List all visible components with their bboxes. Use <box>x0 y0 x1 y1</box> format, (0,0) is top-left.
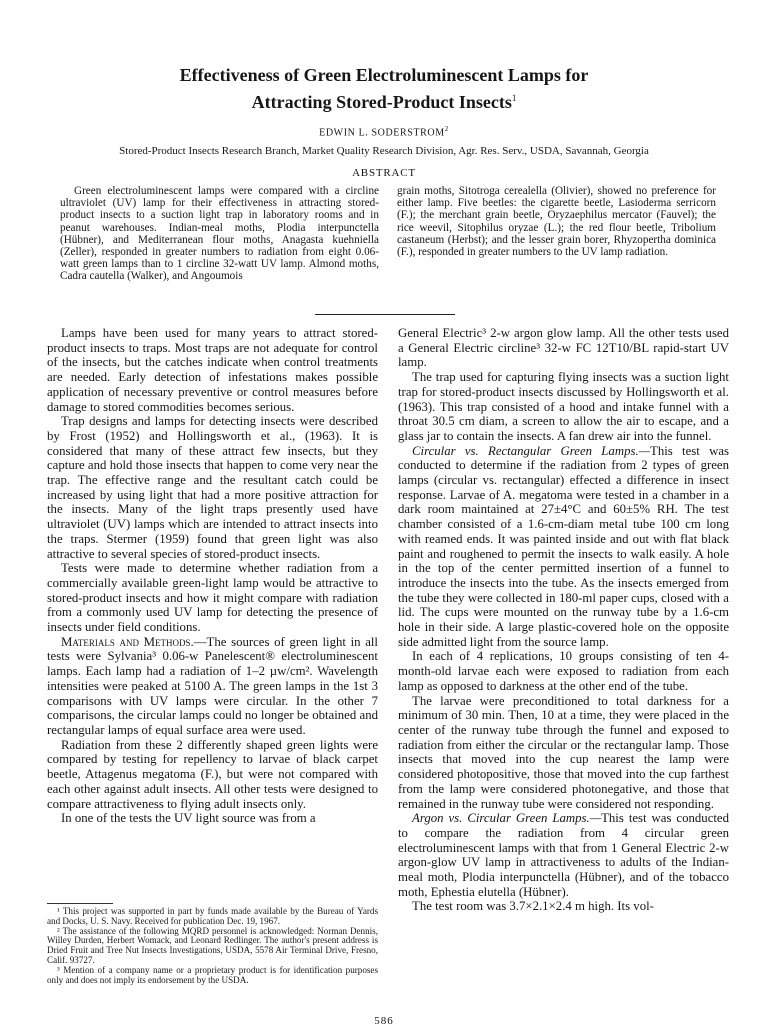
paragraph: Lamps have been used for many years to attract stored-product insects to traps. Most traps are not adequate for control of the insects, but the catches indicate when control treatments are needed. Early detection of infestations makes possible application of necessary preventive or control measures before damage to stored commodities becomes serious. <box>47 326 378 414</box>
abstract-right-column: grain moths, Sitotroga cerealella (Olivier), showed no preference for either lamp. Five beetles: the cigarette beetle, Lasioderma serricorn (F.); the merchant grain beetle, Oryzaephilus mercator (Fauvel); the rice weevil, Sitophilus oryzae (L.); the red flour beetle, Tribolium castaneum (Herbst); and the lesser grain borer, Rhyzopertha dominica (F.), responded in greater numbers to the UV lamp radiation. <box>397 185 716 259</box>
paragraph: In one of the tests the UV light source was from a <box>61 811 316 826</box>
title-line-2: Attracting Stored-Product Insects <box>251 92 512 112</box>
footnotes <box>47 907 378 985</box>
author-footnote-mark: 2 <box>444 125 449 133</box>
paragraph: Trap designs and lamps for detecting insects were described by Frost (1952) and Hollingsworth et al., (1963). It is considered that many of these attract few insects, but they capture and hold those insects that happen to come very near the trap. The effective range and the resultant catch could be increased by using light that had a more positive attraction for the insects. Many of the light traps presently used have ultraviolet (UV) lamps which are intended to attract insects into the traps. Stermer (1959) found that green light was also attractive to several species of stored-product insects. <box>47 414 378 561</box>
argon-vs-circular-paragraph <box>398 811 729 899</box>
subsection-heading: Argon vs. Circular Green Lamps.— <box>412 811 602 826</box>
subsection-text: This test was conducted to compare the radiation from 4 circular green electroluminescent lamps with that from 1 General Electric 2-w argon-glow UV lamp in attractiveness to adults of the Indian-meal moth, Plodia interpunctella (Hübner), and of the tobacco moth, Ephestia elutella (Hübner). <box>398 811 730 899</box>
methods-text: The sources of green light in all tests were Sylvania³ 0.06-w Panelescent® electroluminescent lamps. Each lamp had a radiation of 1–2 µw/cm². Wavelength intensities were peaked at 5100 A. The green lamps in the 1st 3 comparisons with UV lamps were circular. In the other 7 comparisons, the circular lamps could no longer be obtained and rectangular lamps of equal surface area were used. <box>47 634 378 737</box>
paragraph: General Electric³ 2-w argon glow lamp. All the other tests used a General Electric circline³ 32-w FC 12T10/BL rapid-start UV lamp. <box>398 326 729 370</box>
body-right-column <box>398 326 729 914</box>
paragraph: The trap used for capturing flying insects was a suction light trap for stored-product insects discussed by Hollingsworth et al. (1963). This trap consisted of a hood and intake funnel with a throat 30.5 cm diam, a screen to allow the air to escape, and a glass jar to contain the insects. A fan drew air into the funnel. <box>398 370 729 443</box>
abstract-heading: ABSTRACT <box>352 167 416 179</box>
footnote: ¹ This project was supported in part by funds made available by the Bureau of Yards and Docks, U. S. Navy. Received for publication Dec. 19, 1967. <box>47 906 378 926</box>
footnote: ³ Mention of a company name or a proprietary product is for identification purposes only and does not imply its endorsement by the USDA. <box>47 964 378 985</box>
page-number: 586 <box>374 1015 394 1027</box>
affiliation: Stored-Product Insects Research Branch, Market Quality Research Division, Agr. Res. Serv., USDA, Savannah, Georgia <box>119 145 649 157</box>
article-title <box>40 64 728 114</box>
footnote: ² The assistance of the following MQRD personnel is acknowledged: Norman Dennis, Willey Durden, Herbert Womack, and Leonard Redlinger. The author's present address is Dried Fruit and Tree Nut Insects Investigations, USDA, 5578 Air Terminal Drive, Fresno, Calif. 93727. <box>47 925 378 965</box>
subsection-heading: Circular vs. Rectangular Green Lamps.— <box>412 443 651 458</box>
paragraph: The larvae were preconditioned to total darkness for a minimum of 30 min. Then, 10 at a time, they were placed in the center of the runway tube through the funnel and exposed to radiation from either the circular or the rectangular lamp. Those insects that moved into the cup nearest the lamp were considered photopositive, those that moved into the cup farthest from the lamp were considered photonegative, and those that remained in the runway tube were considered not responding. <box>398 693 729 811</box>
section-divider <box>315 314 455 315</box>
footnote-rule <box>47 903 113 904</box>
subsection-text: This test was conducted to determine if the radiation from 2 types of green lamps (circular vs. rectangular) effected a difference in insect response. Larvae of A. megatoma were tested in a chamber in a dark room maintained at 27±4°C and 60±5% RH. The test chamber consisted of a 1.6-cm-diam metal tube 100 cm long with reamed ends. It was painted inside and out with flat black paint and roughened to permit the insects to walk easily. A hole in the top of the center permitted insertion of a funnel to introduce the insects into the tube. As the insects emerged from the tube they were collected in 180-ml paper cups, closed with a lid. The cups were mounted on the runway tube by a 1.6-cm hole in their side. A large plastic-covered hole on the opposite side admitted light from the source lamp. <box>398 443 729 649</box>
abstract-left-column: Green electroluminescent lamps were compared with a circline ultraviolet (UV) lamp for their effectiveness in attracting stored-product insects to a suction light trap in laboratory rooms and in peanut warehouses. Indian-meal moths, Plodia interpunctella (Hübner), and Mediterranean flour moths, Anagasta kuehniella (Zeller), responded in greater numbers to radiation from eight 0.06-watt green lamps than to 1 circline 32-watt UV lamp. Almond moths, Cadra cautella (Walker), and Angoumois <box>60 185 379 283</box>
author-name: EDWIN L. SODERSTROM <box>319 127 445 139</box>
author-line <box>40 125 728 138</box>
paragraph: Radiation from these 2 differently shaped green lights were compared by testing for repellency to larvae of black carpet beetle, Attagenus megatoma (F.), but were not compared with each other against adult insects. All other tests were designed to compare attractiveness to flying adult insects only. <box>47 737 378 811</box>
paragraph: The test room was 3.7×2.1×2.4 m high. Its vol- <box>412 899 654 914</box>
paragraph: In each of 4 replications, 10 groups consisting of ten 4-month-old larvae each were exposed to radiation from each lamp as opposed to darkness at the other end of the tube. <box>398 649 729 693</box>
title-line-1: Effectiveness of Green Electroluminescent Lamps for <box>179 65 589 85</box>
body-left-column <box>47 326 378 826</box>
circular-vs-rectangular-paragraph <box>398 444 729 650</box>
methods-heading: Materials and Methods.— <box>61 634 207 649</box>
title-footnote-mark: 1 <box>511 93 517 103</box>
paragraph: Tests were made to determine whether radiation from a commercially available green-light lamp would be attractive to stored-product insects and how it might compare with radiation from a commonly used UV lamp for detecting the presence of insects under field conditions. <box>47 561 378 635</box>
methods-paragraph <box>47 635 378 738</box>
